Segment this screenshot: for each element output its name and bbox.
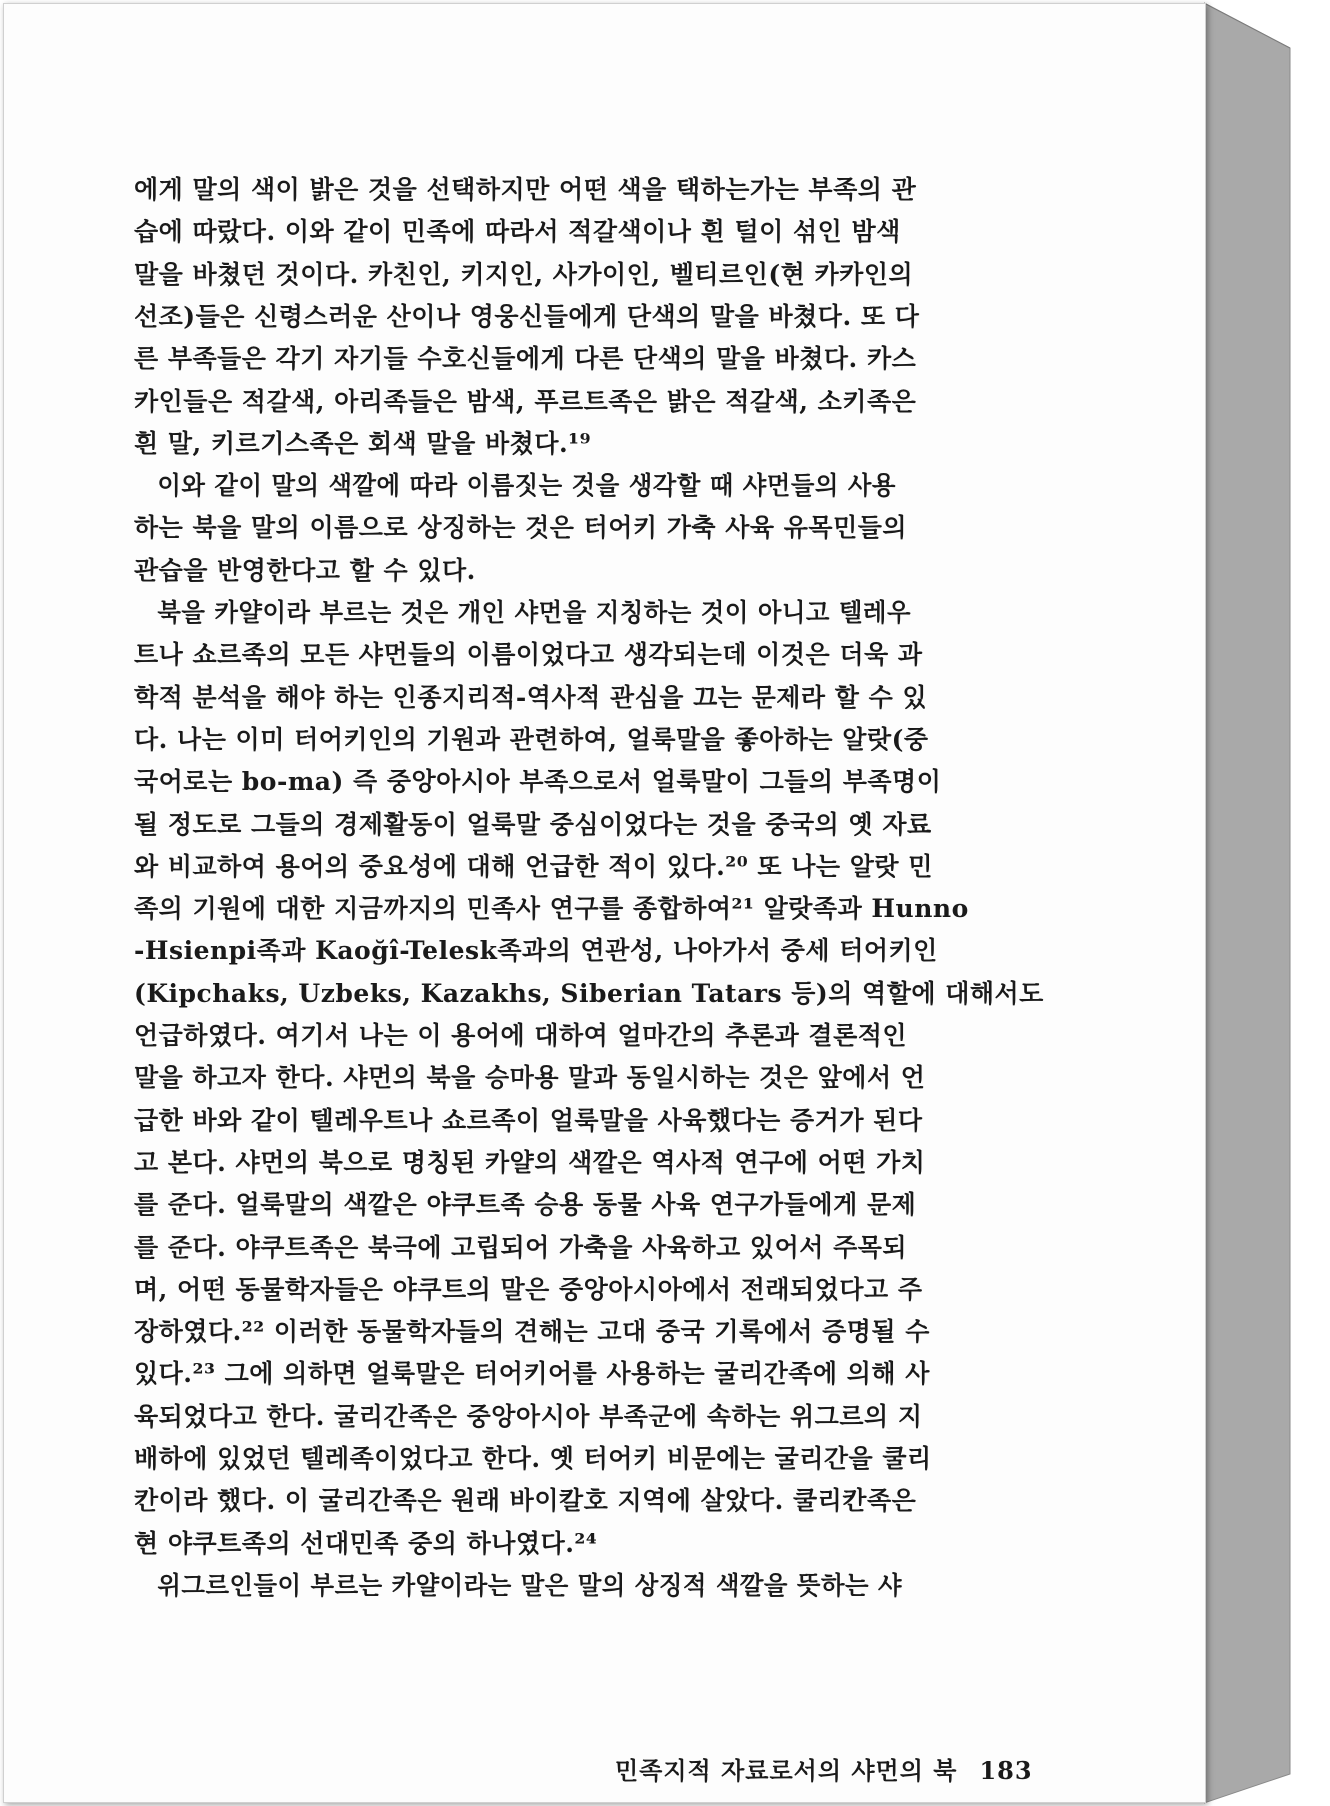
text-line: 하는 북을 말의 이름으로 상징하는 것은 터어키 가축 사육 유목민들의 <box>134 513 908 543</box>
text-line: 족의 기원에 대한 지금까지의 민족사 연구를 종합하여²¹ 알랏족과 Hunno <box>134 894 969 924</box>
text-line: 습에 따랐다. 이와 같이 민족에 따라서 적갈색이나 흰 털이 섞인 밤색 <box>134 217 901 247</box>
text-line: 칸이라 했다. 이 굴리간족은 원래 바이칼호 지역에 살았다. 쿨리칸족은 <box>134 1486 917 1516</box>
text-line: 관습을 반영한다고 할 수 있다. <box>134 555 476 585</box>
text-line: -Hsienpi족과 Kaoğî-Telesk족과의 연관성, 나아가서 중세 터어키인 <box>134 936 938 966</box>
text-line: 학적 분석을 해야 하는 인종지리적-역사적 관심을 끄는 문제라 할 수 있 <box>134 682 928 712</box>
text-line: 이와 같이 말의 색깔에 따라 이름짓는 것을 생각할 때 샤먼들의 사용 <box>157 471 896 501</box>
text-line: 트나 쇼르족의 모든 샤먼들의 이름이었다고 생각되는데 이것은 더욱 과 <box>134 640 923 670</box>
text-line: 와 비교하여 용어의 중요성에 대해 언급한 적이 있다.²⁰ 또 나는 알랏 민 <box>134 851 933 881</box>
running-title: 민족지적 자료로서의 샤먼의 북 <box>615 1756 958 1785</box>
text-line: (Kipchaks, Uzbeks, Kazakhs, Siberian Tatars 등)의 역할에 대해서도 <box>134 978 1044 1008</box>
text-line: 른 부족들은 각기 자기들 수호신들에게 다른 단색의 말을 바쳤다. 카스 <box>134 344 917 374</box>
text-line: 될 정도로 그들의 경제활동이 얼룩말 중심이었다는 것을 중국의 옛 자료 <box>134 809 932 839</box>
page-footer <box>615 1753 1045 1789</box>
text-line: 육되었다고 한다. 굴리간족은 중앙아시아 부족군에 속하는 위그르의 지 <box>134 1401 923 1431</box>
text-line: 배하에 있었던 텔레족이었다고 한다. 옛 터어키 비문에는 굴리간을 쿨리 <box>134 1444 932 1473</box>
text-line: 급한 바와 같이 텔레우트나 쇼르족이 얼룩말을 사육했다는 증거가 된다 <box>134 1105 923 1135</box>
text-line: 있다.²³ 그에 의하면 얼룩말은 터어키어를 사용하는 굴리간족에 의해 사 <box>134 1359 930 1389</box>
text-line: 에게 말의 색이 밝은 것을 선택하지만 어떤 색을 택하는가는 부족의 관 <box>134 175 917 204</box>
text-line: 카인들은 적갈색, 아리족들은 밤색, 푸르트족은 밝은 적갈색, 소키족은 <box>134 386 917 416</box>
text-line: 선조)들은 신령스러운 산이나 영웅신들에게 단색의 말을 바쳤다. 또 다 <box>134 301 920 331</box>
text-line: 북을 카얄이라 부르는 것은 개인 샤먼을 지칭하는 것이 아니고 텔레우 <box>157 598 911 627</box>
text-line: 장하였다.²² 이러한 동물학자들의 견해는 고대 중국 기록에서 증명될 수 <box>134 1317 930 1347</box>
text-line: 국어로는 bo-ma) 즉 중앙아시아 부족으로서 얼룩말이 그들의 부족명이 <box>134 767 942 797</box>
text-line: 를 준다. 야쿠트족은 북극에 고립되어 가축을 사육하고 있어서 주목되 <box>134 1232 908 1262</box>
text-line: 다. 나는 이미 터어키인의 기원과 관련하여, 얼룩말을 좋아하는 알랏(중 <box>134 724 929 754</box>
text-line: 고 본다. 샤먼의 북으로 명칭된 카얄의 색깔은 역사적 연구에 어떤 가치 <box>134 1147 926 1177</box>
text-line: 현 야쿠트족의 선대민족 중의 하나였다.²⁴ <box>134 1528 598 1558</box>
text-line: 말을 바쳤던 것이다. 카친인, 키지인, 사가이인, 벨티르인(현 카카인의 <box>134 259 914 289</box>
text-line: 흰 말, 키르기스족은 회색 말을 바쳤다.¹⁹ <box>134 428 592 458</box>
text-line: 언급하였다. 여기서 나는 이 용어에 대하여 얼마간의 추론과 결론적인 <box>134 1021 908 1050</box>
book-side-edge <box>1204 0 1330 1806</box>
text-line: 며, 어떤 동물학자들은 야쿠트의 말은 중앙아시아에서 전래되었다고 주 <box>134 1274 923 1304</box>
text-line: 말을 하고자 한다. 샤먼의 북을 승마용 말과 동일시하는 것은 앞에서 언 <box>134 1063 926 1093</box>
page-number: 183 <box>979 1756 1033 1785</box>
text-line: 를 준다. 얼룩말의 색깔은 야쿠트족 승용 동물 사육 연구가들에게 문제 <box>134 1190 917 1220</box>
text-line: 위그르인들이 부르는 카얄이라는 말은 말의 상징적 색깔을 뜻하는 샤 <box>157 1570 903 1600</box>
